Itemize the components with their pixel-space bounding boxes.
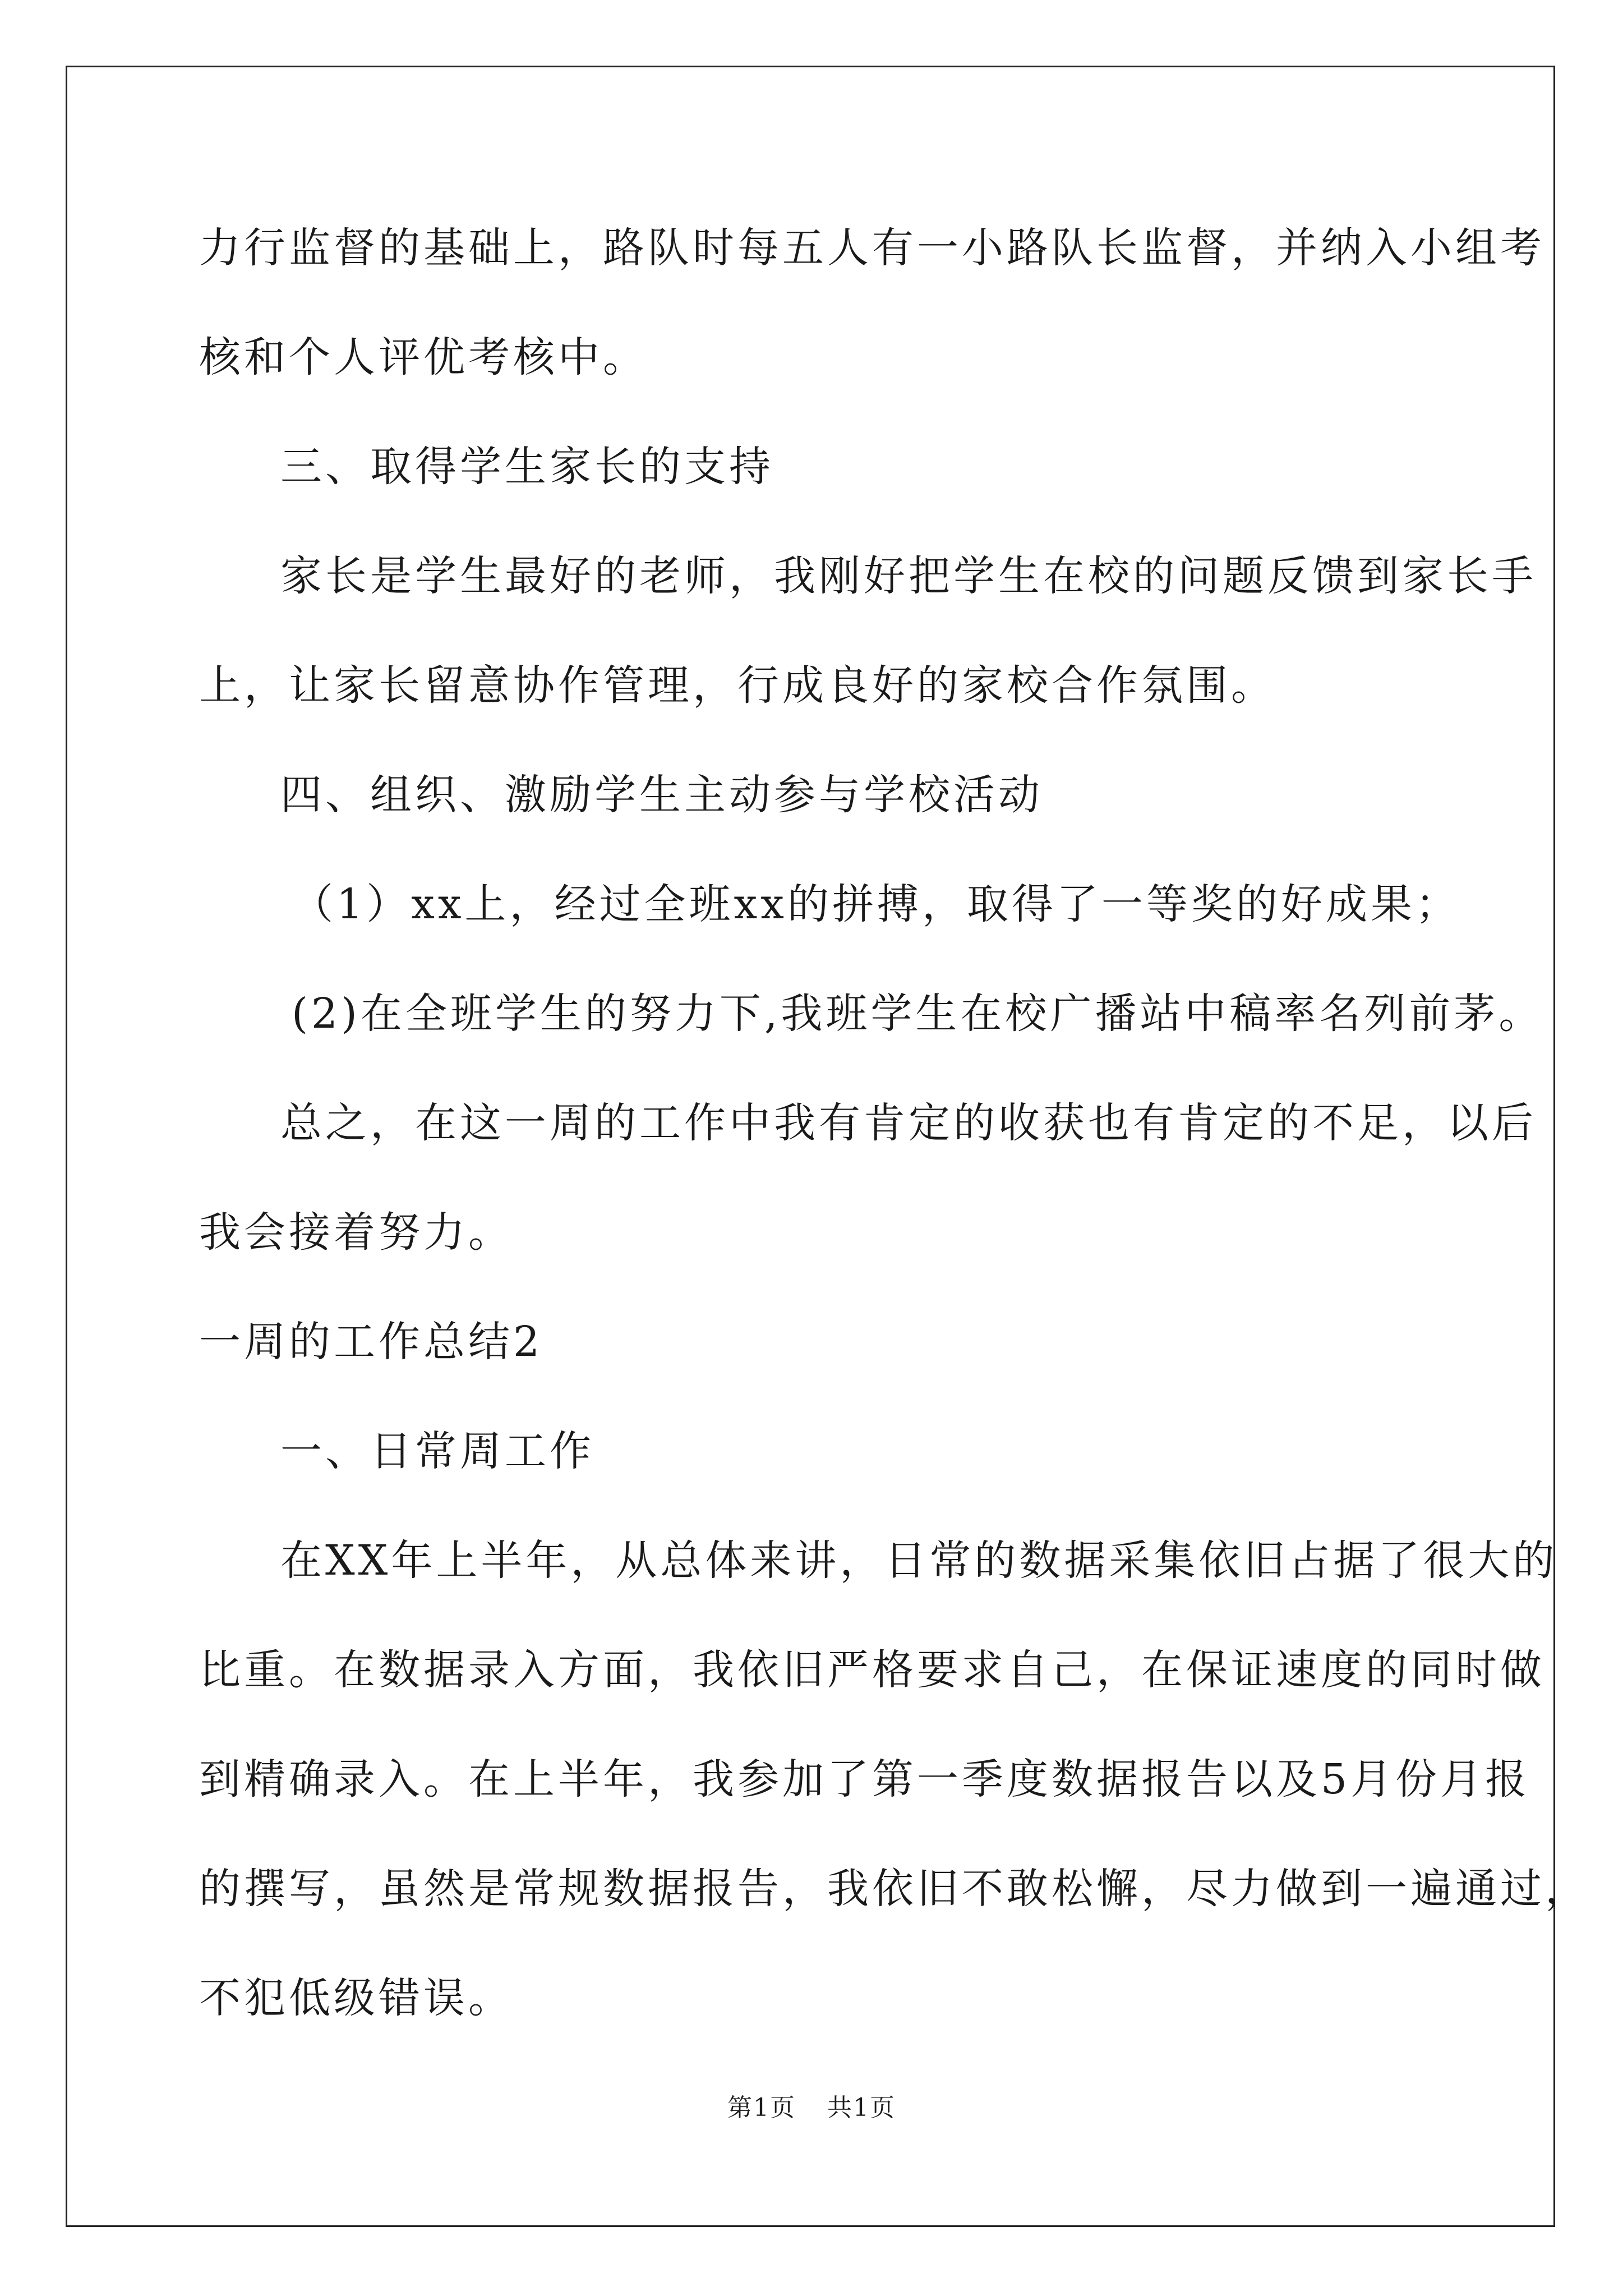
body-line-15: 到精确录入。在上半年，我参加了第一季度数据报告以及5月份月报 bbox=[199, 1755, 1530, 1803]
body-line-1: 力行监督的基础上，路队时每五人有一小路队长监督，并纳入小组考 bbox=[199, 224, 1545, 272]
body-line-9: 总之，在这一周的工作中我有肯定的收获也有肯定的不足，以后 bbox=[280, 1099, 1537, 1147]
list-item-2: (2)在全班学生的努力下,我班学生在校广播站中稿率名列前茅。 bbox=[292, 990, 1544, 1038]
section-heading-3: 三、取得学生家长的支持 bbox=[280, 443, 774, 491]
page-number-current: 第1页 bbox=[727, 2093, 796, 2122]
page-number-total: 共1页 bbox=[827, 2093, 896, 2122]
body-line-4: 家长是学生最好的老师，我刚好把学生在校的问题反馈到家长手 bbox=[280, 552, 1537, 600]
body-line-16: 的撰写，虽然是常规数据报告，我依旧不敢松懈，尽力做到一遍通过， bbox=[199, 1865, 1590, 1913]
body-line-17: 不犯低级错误。 bbox=[199, 1974, 513, 2022]
body-line-14: 比重。在数据录入方面，我依旧严格要求自己，在保证速度的同时做 bbox=[199, 1646, 1545, 1694]
body-line-13: 在XX年上半年，从总体来讲，日常的数据采集依旧占据了很大的 bbox=[280, 1536, 1558, 1585]
section-heading-1: 一、日常周工作 bbox=[280, 1427, 594, 1475]
list-item-1: （1）xx上，经过全班xx的拼搏，取得了一等奖的好成果； bbox=[292, 880, 1461, 928]
body-line-2: 核和个人评优考核中。 bbox=[199, 333, 648, 381]
section-heading-4: 四、组织、激励学生主动参与学校活动 bbox=[280, 771, 1043, 819]
body-line-5: 上，让家长留意协作管理，行成良好的家校合作氛围。 bbox=[199, 661, 1276, 710]
document-subtitle: 一周的工作总结2 bbox=[199, 1318, 543, 1366]
body-line-10: 我会接着努力。 bbox=[199, 1208, 513, 1257]
page-footer bbox=[0, 2091, 1623, 2125]
